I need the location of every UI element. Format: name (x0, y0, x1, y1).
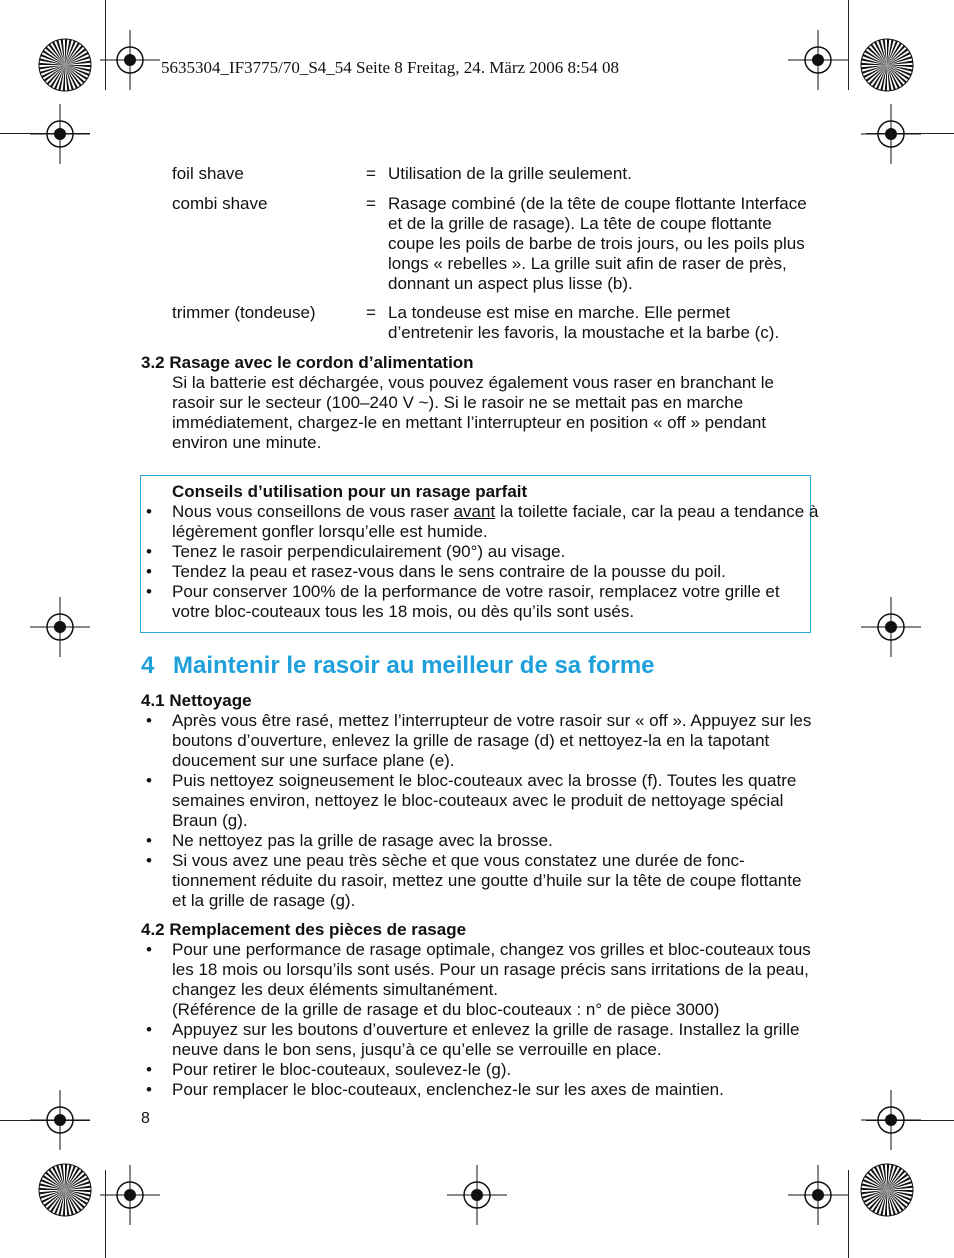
tips-title: Conseils d’utilisation pour un rasage parfait (172, 482, 528, 501)
list-item: • Ne nettoyez pas la grille de rasage avec la brosse. (146, 831, 553, 850)
bullet: • (146, 1020, 152, 1039)
registration-mark-icon (100, 1165, 160, 1225)
section-body: Si la batterie est déchargée, vous pouvez également vous raser en branchant le rasoir sur le secteur (100–240 V ~). Si le rasoir ne se mettait pas en marche immédiatement, chargez-le en mettant l’interrupteur en position « off » pendant environ une minute. (172, 373, 774, 452)
bullet: • (146, 940, 152, 959)
registration-mark-icon (861, 104, 921, 164)
list-item: • Après vous être rasé, mettez l’interrupteur de votre rasoir sur « off ». Appuyez sur les boutons d’ouverture, enlevez la grille de rasage (d) et nettoyez-la en la tapotant doucement sur une surface plane (e). (146, 711, 812, 770)
registration-mark-icon (100, 30, 160, 90)
replacement-list (140, 940, 820, 1100)
chapter-heading (141, 652, 655, 680)
print-slug: 5635304_IF3775/70_S4_54 Seite 8 Freitag, 24. März 2006 8:54 08 (161, 58, 620, 77)
bullet: • (146, 771, 152, 790)
mode-equals: = (366, 194, 376, 213)
registration-mark-icon (861, 597, 921, 657)
chapter-title: Maintenir le rasoir au meilleur de sa forme (173, 652, 655, 679)
registration-mark-icon (30, 104, 90, 164)
section-heading: 4.2 Remplacement des pièces de rasage (141, 920, 467, 939)
crop-line (848, 1170, 849, 1258)
bullet: • (146, 562, 152, 581)
starburst-target-icon (38, 1163, 92, 1217)
section-heading: 4.1 Nettoyage (141, 691, 252, 710)
bullet: • (146, 831, 152, 850)
registration-mark-icon (30, 1090, 90, 1150)
registration-mark-icon (30, 597, 90, 657)
starburst-target-icon (38, 38, 92, 92)
list-item: • Tendez la peau et rasez-vous dans le sens contraire de la pousse du poil. (146, 562, 726, 581)
mode-equals: = (366, 303, 376, 322)
cleaning-list (140, 711, 820, 911)
list-item: • Pour remplacer le bloc-couteaux, enclenchez-le sur les axes de maintien. (146, 1080, 724, 1099)
mode-equals: = (366, 164, 376, 183)
tips-list (140, 502, 820, 622)
list-item: • Appuyez sur les boutons d’ouverture et enlevez la grille de rasage. Installez la grille neuve dans le bon sens, jusqu’à ce qu’elle se verrouille en place. (146, 1020, 800, 1059)
mode-description: La tondeuse est mise en marche. Elle permet d’entretenir les favoris, la moustache et la barbe (c). (388, 303, 780, 342)
mode-term: foil shave (172, 164, 244, 183)
bullet: • (146, 1080, 152, 1099)
list-item: • Pour conserver 100% de la performance de votre rasoir, remplacez votre grille et votre bloc-couteaux tous les 18 mois, ou dès qu’ils sont usés. (146, 582, 780, 621)
mode-description: Utilisation de la grille seulement. (388, 164, 632, 183)
emphasis: avant (453, 502, 496, 521)
mode-term: trimmer (tondeuse) (172, 303, 316, 322)
crop-line (848, 0, 849, 90)
list-item: • Si vous avez une peau très sèche et que vous constatez une durée de fonc-tionnement réduite du rasoir, mettez une goutte d’huile sur la tête de coupe flottante et la grille de rasage (g). (146, 851, 802, 910)
section-heading: 3.2 Rasage avec le cordon d’alimentation (141, 353, 474, 372)
bullet: • (146, 582, 152, 601)
page-number: 8 (141, 1110, 150, 1127)
registration-mark-icon (788, 30, 848, 90)
registration-mark-icon (861, 1090, 921, 1150)
list-item: • Puis nettoyez soigneusement le bloc-couteaux avec la brosse (f). Toutes les quatre semaines environ, nettoyez le bloc-couteaux avec le produit de nettoyage spécial Braun (g). (146, 771, 797, 830)
bullet: • (146, 711, 152, 730)
bullet: • (146, 542, 152, 561)
bullet: • (146, 502, 152, 521)
starburst-target-icon (860, 38, 914, 92)
bullet: • (146, 1060, 152, 1079)
part-reference: (Référence de la grille de rasage et du bloc-couteaux : n° de pièce 3000) (172, 1000, 720, 1019)
list-item: • Pour une performance de rasage optimale, changez vos grilles et bloc-couteaux tous les 18 mois ou lorsqu’ils sont usés. Pour un rasage précis sans irritations de la peau, changez les deux éléments simultanément. (Référence de la grille de rasage et du bloc-couteaux : n° de pièce 3000) (146, 940, 811, 1019)
registration-mark-icon (788, 1165, 848, 1225)
list-item: • Tenez le rasoir perpendiculairement (90°) au visage. (146, 542, 566, 561)
starburst-target-icon (860, 1163, 914, 1217)
mode-description: Rasage combiné (de la tête de coupe flottante Interface et de la grille de rasage). La tête de coupe flottante coupe les poils de barbe de trois jours, ou les poils plus longs « rebelles ». La grille suit afin de raser de près, donnant un aspect plus lisse (b). (388, 194, 807, 293)
list-item: • Pour retirer le bloc-couteaux, soulevez-le (g). (146, 1060, 512, 1079)
list-item: • Nous vous conseillons de vous raser avant la toilette faciale, car la peau a tendance à légèrement gonfler lorsqu’elle est humide. (146, 502, 819, 541)
mode-term: combi shave (172, 194, 268, 213)
chapter-number: 4 (141, 652, 155, 679)
bullet: • (146, 851, 152, 870)
registration-mark-icon (447, 1165, 507, 1225)
